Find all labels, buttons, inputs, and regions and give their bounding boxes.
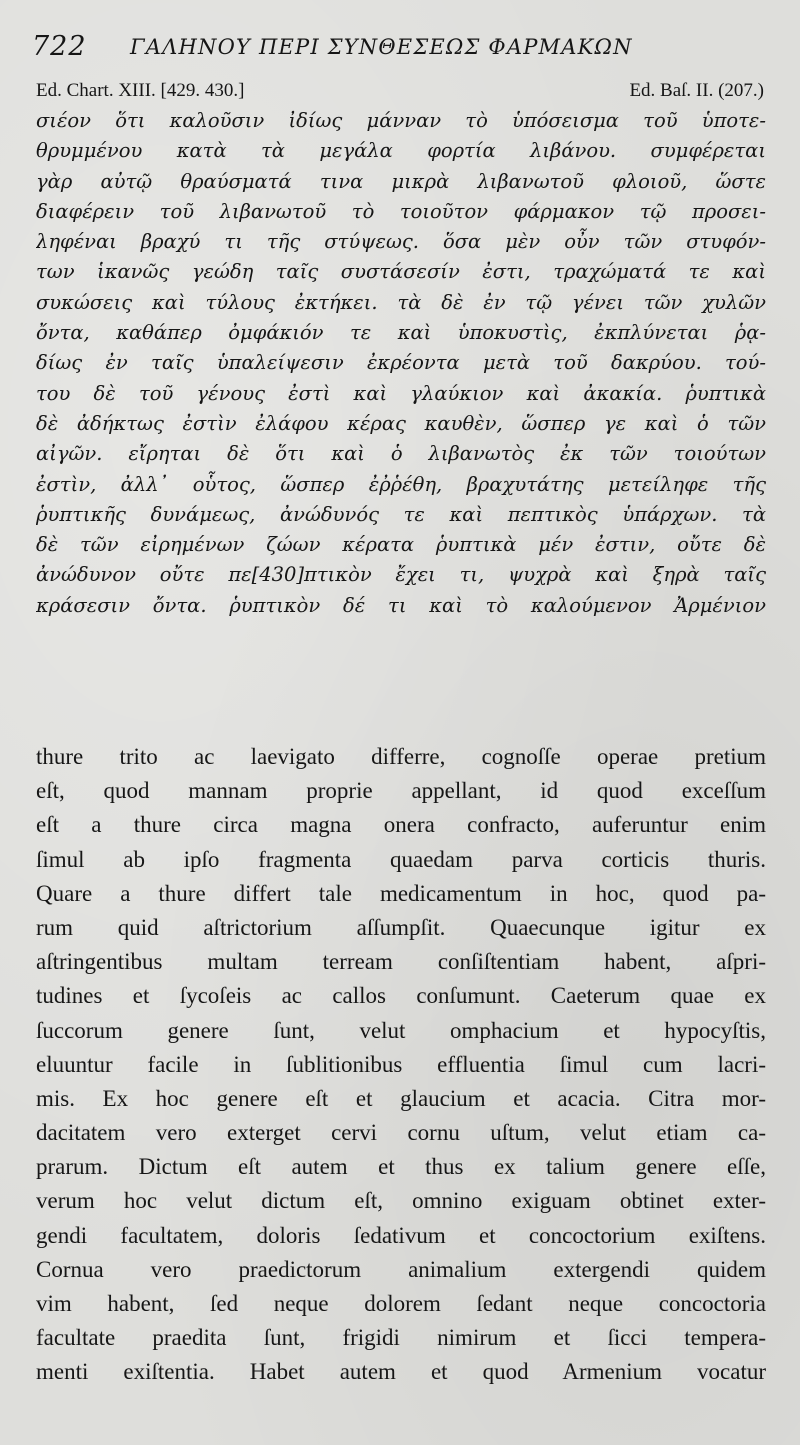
greek-line: ἀνώδυνον οὔτε πε[430]πτικὸν ἔχει τι, ψυχρὰ καὶ ξηρὰ ταῖς bbox=[36, 563, 766, 587]
greek-line: ληφέναι βραχύ τι τῆς στύψεως. ὅσα μὲν οὖν τῶν στυφόν- bbox=[36, 230, 766, 254]
edition-basel-reference: Ed. Baſ. II. (207.) bbox=[629, 80, 764, 101]
latin-line: menti exiſtentia. Habet autem et quod Armenium vocatur bbox=[36, 1359, 766, 1385]
latin-line: gendi facultatem, doloris ſedativum et concoctorium exiſtens. bbox=[36, 1222, 766, 1248]
greek-line: του δὲ τοῦ γένους ἐστὶ καὶ γλαύκιον καὶ ἀκακία. ῥυπτικὰ bbox=[36, 381, 766, 405]
greek-line: συκώσεις καὶ τύλους ἐκτήκει. τὰ δὲ ἐν τῷ γένει τῶν χυλῶν bbox=[36, 290, 766, 314]
latin-line: ſimul ab ipſo fragmenta quaedam parva corticis thuris. bbox=[36, 846, 766, 872]
greek-line: διαφέρειν τοῦ λιβανωτοῦ τὸ τοιοῦτον φάρμακον τῷ προσει- bbox=[36, 199, 766, 223]
latin-line: ſuccorum genere ſunt, velut omphacium et hypocyſtis, bbox=[36, 1017, 766, 1043]
edition-chartier-reference: Ed. Chart. XIII. [429. 430.] bbox=[36, 80, 245, 101]
latin-line: dacitatem vero exterget cervi cornu uſtum, velut etiam ca- bbox=[36, 1120, 766, 1146]
latin-line: eſt, quod mannam proprie appellant, id quod exceſſum bbox=[36, 778, 766, 804]
greek-line: ἐστὶν, ἀλλ᾽ οὗτος, ὥσπερ ἐῤῥέθη, βραχυτάτης μετείληφε τῆς bbox=[36, 472, 766, 496]
greek-line: ῥυπτικῆς δυνάμεως, ἀνώδυνός τε καὶ πεπτικὸς ὑπάρχων. τὰ bbox=[36, 502, 766, 526]
greek-line: δὲ τῶν εἰρημένων ζώων κέρατα ῥυπτικὰ μέν ἐστιν, οὔτε δὲ bbox=[36, 533, 766, 557]
latin-line: vim habent, ſed neque dolorem ſedant neque concoctoria bbox=[36, 1291, 766, 1316]
edition-reference-line bbox=[36, 78, 764, 104]
latin-line: Quare a thure differt tale medicamentum in hoc, quod pa- bbox=[36, 880, 766, 906]
latin-line: facultate praedita ſunt, frigidi nimirum et ſicci tempera- bbox=[36, 1325, 766, 1351]
page-title: ΓΑΛΗΝΟΥ ΠΕΡΙ ΣΥΝΘΕΣΕΩΣ ΦΑΡΜΑΚΩΝ bbox=[130, 35, 633, 59]
latin-line: eſt a thure circa magna onera confracto, auferuntur enim bbox=[36, 812, 766, 838]
running-head bbox=[32, 30, 772, 64]
greek-text-block bbox=[36, 106, 766, 621]
latin-line: prarum. Dictum eſt autem et thus ex talium genere eſſe, bbox=[36, 1154, 766, 1180]
latin-translation-block bbox=[36, 740, 766, 1390]
greek-line: θρυμμένου κατὰ τὰ μεγάλα φορτία λιβάνου. συμφέρεται bbox=[36, 139, 766, 163]
latin-line: verum hoc velut dictum eſt, omnino exiguam obtinet exter- bbox=[36, 1188, 766, 1214]
greek-line: γὰρ αὐτῷ θραύσματά τινα μικρὰ λιβανωτοῦ φλοιοῦ, ὥστε bbox=[36, 169, 766, 193]
latin-line: aſtringentibus multam terream conſiſtentiam habent, aſpri- bbox=[36, 949, 766, 975]
latin-line: tudines et ſycoſeis ac callos conſumunt. Caeterum quae ex bbox=[36, 983, 766, 1009]
latin-line: mis. Ex hoc genere eſt et glaucium et acacia. Citra mor- bbox=[36, 1085, 766, 1111]
greek-line: αἰγῶν. εἴρηται δὲ ὅτι καὶ ὁ λιβανωτὸς ἐκ τῶν τοιούτων bbox=[36, 442, 766, 466]
page-number: 722 bbox=[32, 31, 87, 62]
greek-line: των ἱκανῶς γεώδη ταῖς συστάσεσίν ἐστι, τραχώματά τε καὶ bbox=[36, 260, 766, 284]
greek-line: δίως ἐν ταῖς ὑπαλείψεσιν ἐκρέοντα μετὰ τοῦ δακρύου. τού- bbox=[36, 351, 766, 375]
latin-line: Cornua vero praedictorum animalium extergendi quidem bbox=[36, 1256, 766, 1282]
latin-line: rum quid aſtrictorium aſſumpſit. Quaecunque igitur ex bbox=[36, 914, 766, 940]
latin-line: thure trito ac laevigato differre, cognoſſe operae pretium bbox=[36, 744, 766, 769]
greek-line: ὄντα, καθάπερ ὀμφάκιόν τε καὶ ὑποκυστὶς, ἐκπλύνεται ῥᾳ- bbox=[36, 321, 766, 345]
latin-line: eluuntur facile in ſublitionibus effluentia ſimul cum lacri- bbox=[36, 1051, 766, 1077]
greek-line: κράσεσιν ὄντα. ῥυπτικὸν δέ τι καὶ τὸ καλούμενον Ἀρμένιον bbox=[36, 593, 766, 617]
greek-line: δὲ ἀδήκτως ἐστὶν ἐλάφου κέρας καυθὲν, ὥσπερ γε καὶ ὁ τῶν bbox=[36, 411, 766, 435]
greek-line: σιέον ὅτι καλοῦσιν ἰδίως μάνναν τὸ ὑπόσεισμα τοῦ ὑποτε- bbox=[36, 109, 766, 132]
